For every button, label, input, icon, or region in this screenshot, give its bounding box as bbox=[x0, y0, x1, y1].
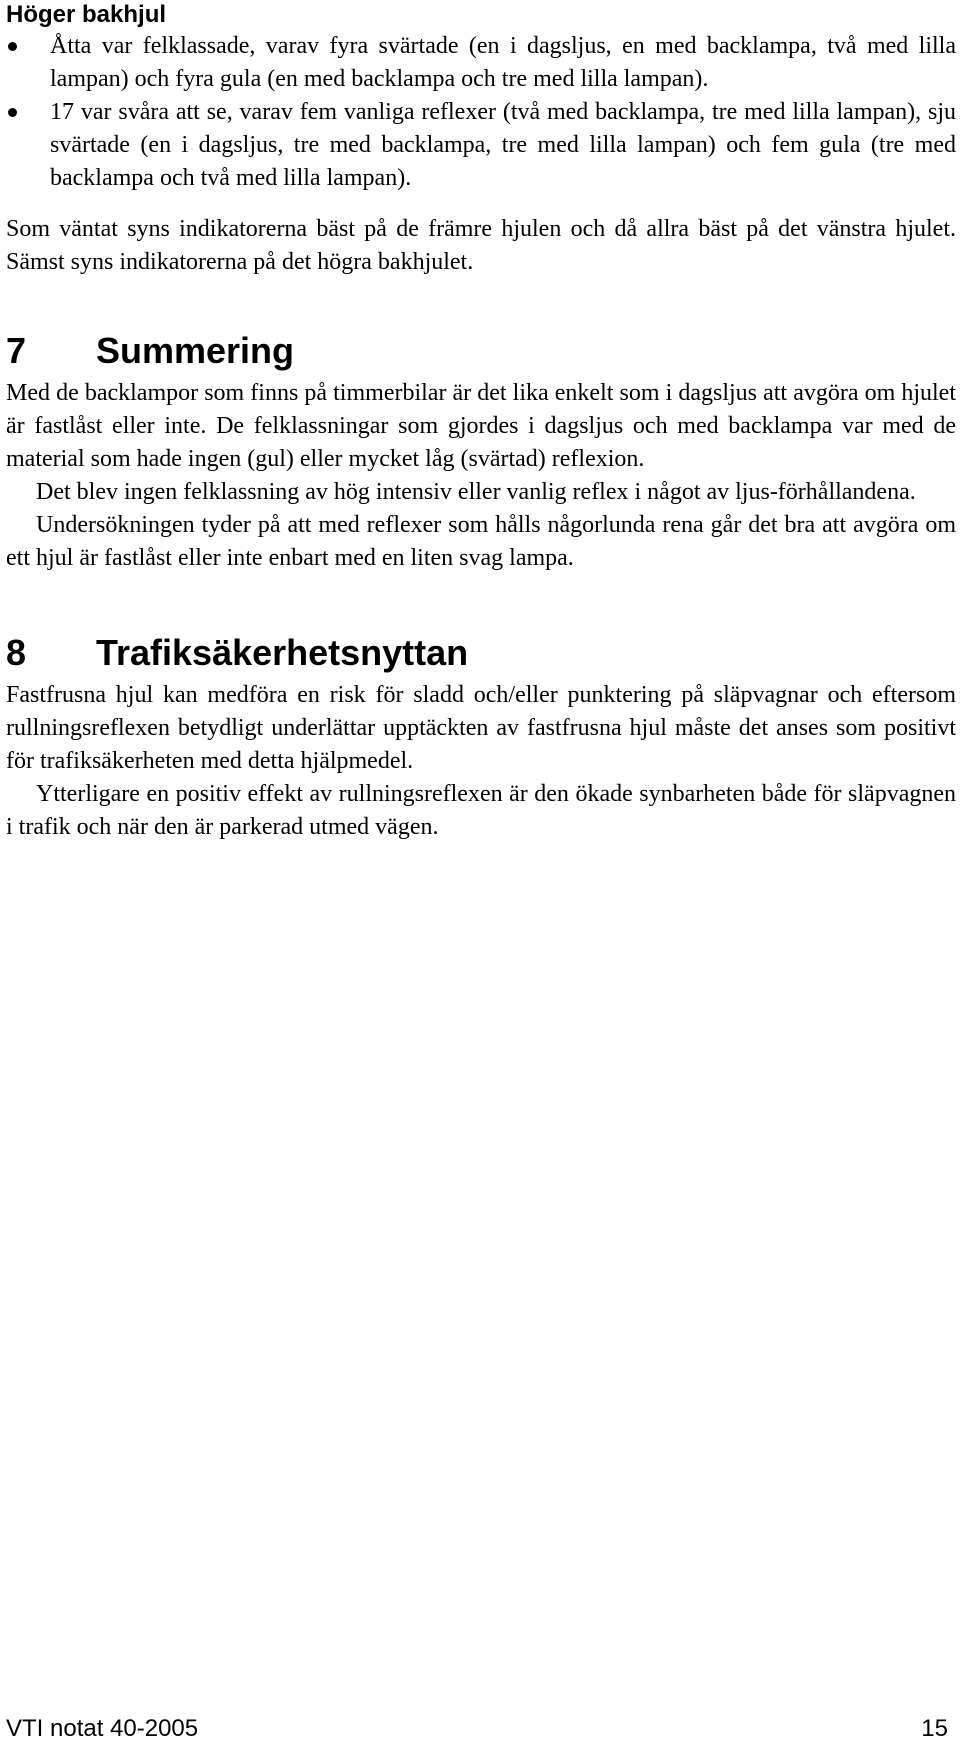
paragraph: Som väntat syns indikatorerna bäst på de främre hjulen och då allra bäst på det vänstra hjulet. Sämst syns indikatorerna på det högra bakhjulet. bbox=[6, 216, 956, 275]
page-number: 15 bbox=[921, 1715, 948, 1742]
paragraph: Det blev ingen felklassning av hög intensiv eller vanlig reflex i något av ljus-förhållandena. bbox=[36, 479, 916, 505]
paragraph: Med de backlampor som finns på timmerbilar är det lika enkelt som i dagsljus att avgöra om hjulet är fastlåst eller inte. De felklassningar som gjordes i dagsljus och med backlampa var med de material som hade ingen (gul) eller mycket låg (svärtad) reflexion. bbox=[6, 380, 956, 472]
bullet-icon bbox=[8, 108, 17, 117]
section-heading bbox=[6, 329, 956, 373]
page-content bbox=[6, 0, 956, 844]
paragraph: Fastfrusna hjul kan medföra en risk för sladd och/eller punktering på släpvagnar och eftersom rullningsreflexen betydligt underlättar upptäckten av fastfrusna hjul måste det anses som positivt för trafiksäkerheten med detta hjälpmedel. bbox=[6, 682, 956, 774]
list-item-text: 17 var svåra att se, varav fem vanliga reflexer (två med backlampa, tre med lilla lampan), sju svärtade (en i dagsljus, tre med backlampa, tre med lilla lampan) och fem gula (tre med backlampa och två med lilla lampan). bbox=[50, 99, 956, 191]
section-number: 8 bbox=[6, 632, 27, 673]
list-item bbox=[6, 96, 956, 195]
paragraph: Ytterligare en positiv effekt av rullningsreflexen är den ökade synbarheten både för släpvagnen i trafik och när den är parkerad utmed vägen. bbox=[6, 781, 956, 840]
page-footer bbox=[6, 1715, 948, 1743]
subsection-heading: Höger bakhjul bbox=[6, 1, 167, 28]
footer-publication: VTI notat 40-2005 bbox=[6, 1715, 199, 1742]
bullet-icon bbox=[8, 42, 17, 51]
paragraph: Undersökningen tyder på att med reflexer som hålls någorlunda rena går det bra att avgöra om ett hjul är fastlåst eller inte enbart med en liten svag lampa. bbox=[6, 512, 956, 571]
bullet-list bbox=[6, 30, 956, 195]
section-heading bbox=[6, 631, 956, 675]
section-number: 7 bbox=[6, 330, 27, 371]
section-title: Summering bbox=[96, 330, 295, 371]
list-item bbox=[6, 30, 956, 96]
section-title: Trafiksäkerhetsnyttan bbox=[96, 632, 469, 673]
list-item-text: Åtta var felklassade, varav fyra svärtade (en i dagsljus, en med backlampa, två med lilla lampan) och fyra gula (en med backlampa och tre med lilla lampan). bbox=[50, 33, 956, 92]
